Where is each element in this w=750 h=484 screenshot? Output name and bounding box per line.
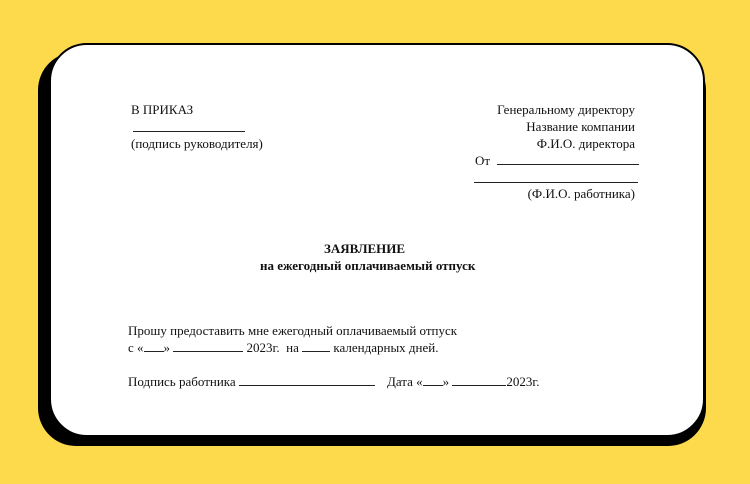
manager-signature-line — [133, 119, 245, 136]
employee-signature-label: Подпись работника — [128, 374, 236, 389]
from-row — [475, 152, 639, 169]
vacation-dates-row — [128, 339, 438, 356]
from-line — [497, 152, 639, 165]
date-row — [387, 373, 540, 390]
from-label: От — [475, 153, 491, 168]
day-line — [144, 339, 164, 352]
document-title: ЗАЯВЛЕНИЕ — [324, 241, 406, 256]
employee-name-caption: (Ф.И.О. работника) — [527, 186, 635, 201]
signature-row — [128, 373, 375, 390]
days-count-line — [302, 339, 330, 352]
document-card — [49, 43, 705, 437]
date-for: на — [286, 340, 299, 355]
request-text: Прошу предоставить мне ежегодный оплачиваемый отпуск — [128, 323, 458, 338]
date-year: 2023г. — [246, 340, 280, 355]
manager-signature-caption: (подпись руководителя) — [131, 136, 263, 151]
date-suffix: календарных дней. — [333, 340, 439, 355]
recipient-position: Генеральному директору — [497, 102, 635, 117]
order-title: В ПРИКАЗ — [131, 102, 194, 117]
footer-day-line — [423, 373, 443, 386]
employee-signature-line — [239, 373, 375, 386]
month-line — [173, 339, 243, 352]
date-prefix: с « — [128, 340, 144, 355]
footer-date-label: Дата « — [387, 374, 423, 389]
footer-date-year: 2023г. — [506, 374, 540, 389]
footer-date-mid: » — [442, 374, 450, 389]
footer-month-line — [452, 373, 506, 386]
recipient-company: Название компании — [526, 119, 635, 134]
document-subtitle: на ежегодный оплачиваемый отпуск — [260, 258, 476, 273]
recipient-name: Ф.И.О. директора — [536, 136, 635, 151]
date-mid: » — [163, 340, 171, 355]
